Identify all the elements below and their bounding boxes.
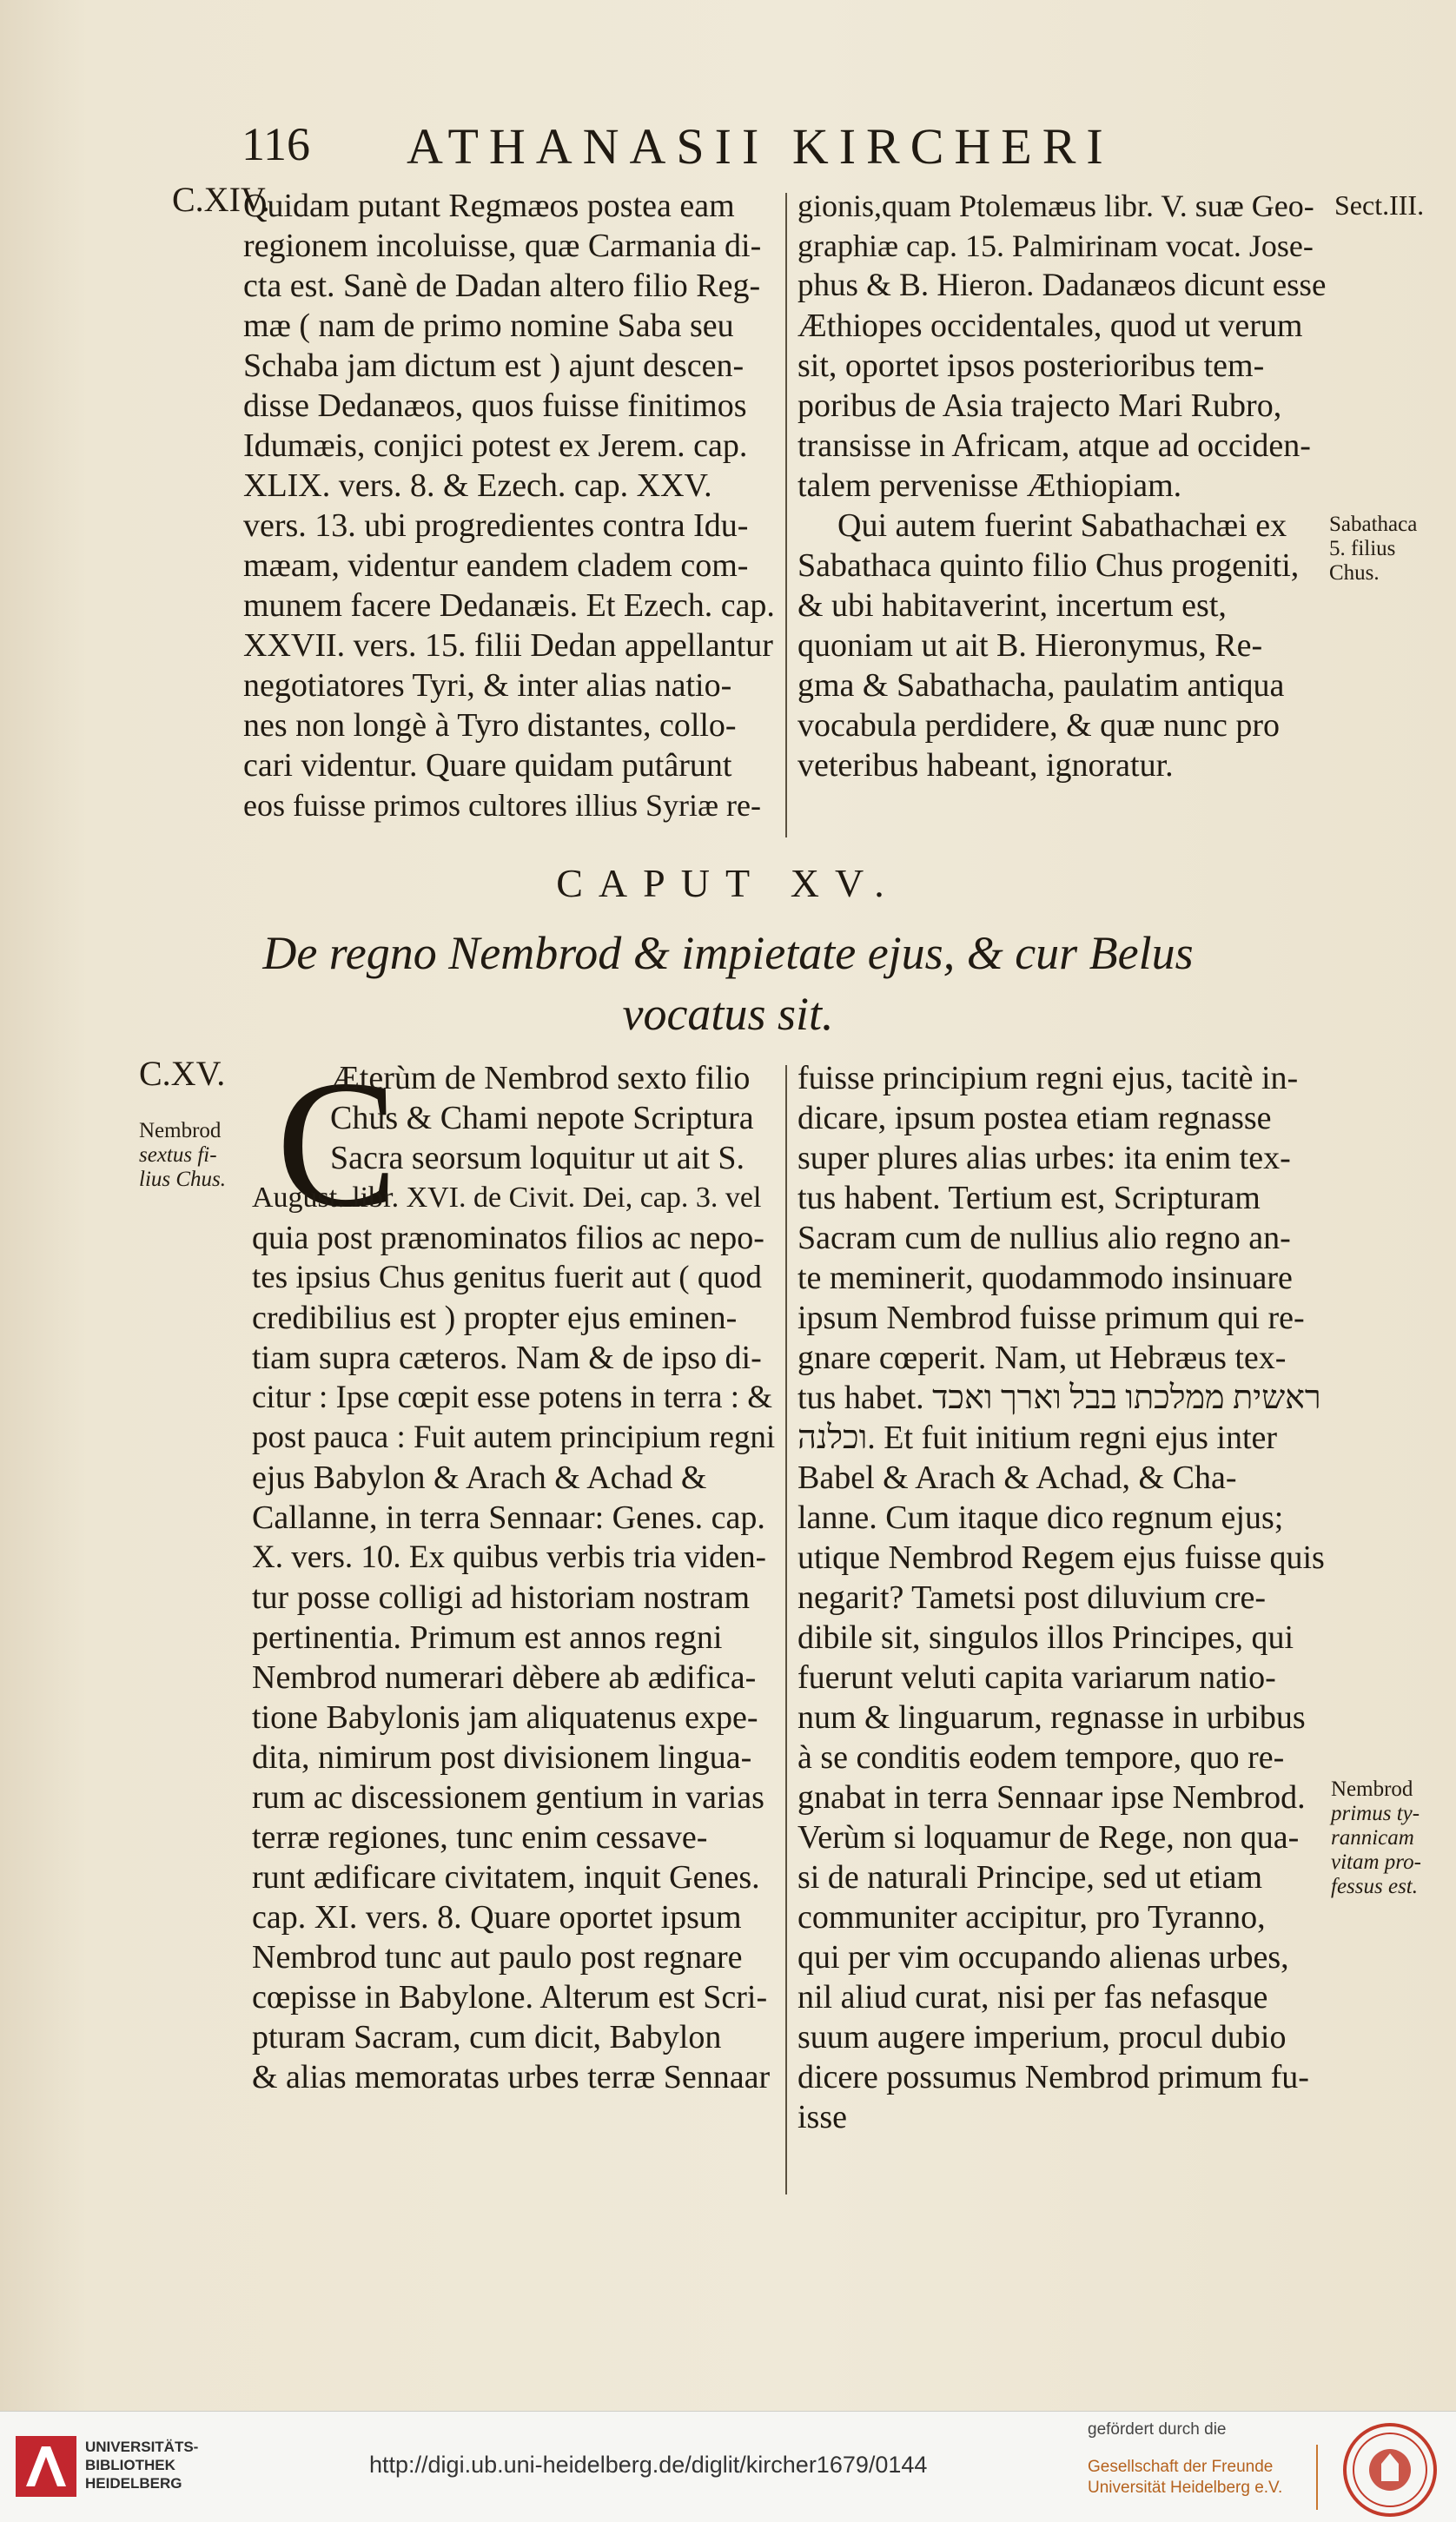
chapter-title-line-2: vocatus sit. (622, 988, 834, 1040)
text-line: & alias memoratas urbes terræ Sennaar (252, 2059, 771, 2095)
text-line: Qui autem fuerint Sabathachæi ex (837, 507, 1287, 544)
page-url-link[interactable]: http://digi.ub.uni-heidelberg.de/diglit/kircher1679/0144 (369, 2452, 928, 2478)
text-line: tiam supra cæteros. Nam & de ipso di- (252, 1340, 762, 1376)
library-name-line: HEIDELBERG (85, 2475, 182, 2492)
caput-heading: CAPUT XV. (556, 861, 900, 905)
text-line: terræ regiones, tunc enim cessave- (252, 1819, 708, 1856)
text-line: disse Dedanæos, quos fuisse finitimos (243, 387, 747, 424)
text-line: Æthiopes occidentales, quod ut verum (797, 308, 1303, 344)
text-line: cta est. Sanè de Dadan altero filio Reg- (243, 268, 761, 304)
text-line: pertinentia. Primum est annos regni (252, 1619, 723, 1656)
text-line: X. vers. 10. Ex quibus verbis tria viden- (252, 1539, 766, 1575)
text-line: negotiatores Tyri, & inter alias natio- (243, 667, 732, 704)
university-library-logo-icon (16, 2436, 76, 2497)
drop-cap: C (276, 1043, 399, 1245)
margin-section-cxv: C.XV. (139, 1054, 226, 1093)
text-line: phus & B. Hieron. Dadanæos dicunt esse (797, 268, 1327, 303)
text-line: communiter accipitur, pro Tyranno, (797, 1899, 1266, 1936)
library-name-line: BIBLIOTHEK (85, 2457, 175, 2473)
page-number: 116 (242, 118, 310, 170)
text-line: & ubi habitaverint, incertum est, (797, 587, 1227, 624)
bottom-left-column (252, 1043, 776, 2097)
bottom-right-column (797, 1058, 1326, 2137)
library-name (85, 2438, 198, 2492)
text-line: Idumæis, conjici potest ex Jerem. cap. (243, 427, 748, 464)
column-divider-bottom (785, 1065, 787, 2194)
text-line: quia post prænominatos filios ac nepo- (252, 1220, 764, 1256)
margin-note-line: Nembrod (1331, 1777, 1413, 1801)
text-line: regionem incoluisse, quæ Carmania di- (243, 228, 762, 264)
margin-note-line: primus ty- (1331, 1802, 1420, 1825)
text-line: Nembrod tunc aut paulo post regnare (252, 1939, 743, 1976)
text-line: super plures alias urbes: ita enim tex- (797, 1140, 1291, 1176)
margin-note-line: lius Chus. (139, 1168, 227, 1191)
text-line: te meminerit, quodammodo insinuare (797, 1260, 1293, 1296)
text-line: Æterùm de Nembrod sexto filio (330, 1060, 751, 1096)
text-line: quoniam ut ait B. Hieronymus, Re- (797, 627, 1263, 664)
text-line: Sacram cum de nullius alio regno an- (797, 1220, 1291, 1256)
text-line: isse (797, 2099, 847, 2135)
text-line: transisse in Africam, atque ad occiden- (797, 427, 1311, 464)
margin-note-line: Chus. (1329, 561, 1380, 585)
text-line: pturam Sacram, cum dicit, Babylon (252, 2019, 722, 2055)
text-line: munem facere Dedanæis. Et Ezech. cap. (243, 587, 775, 624)
text-line: citur : Ipse cœpit esse potens in terra : & (252, 1380, 773, 1415)
text-line: gionis,quam Ptolemæus libr. V. suæ Geo- (797, 189, 1314, 223)
society-name (1088, 2457, 1282, 2499)
text-line: ipsum Nembrod fuisse primum qui re- (797, 1300, 1305, 1336)
society-name-line: Universität Heidelberg e.V. (1088, 2479, 1283, 2497)
text-line: XXVII. vers. 15. filii Dedan appellantur (243, 627, 773, 664)
library-name-line: UNIVERSITÄTS- (85, 2439, 199, 2455)
text-line: gma & Sabathacha, paulatim antiqua (797, 667, 1285, 704)
text-line: Chus & Chami nepote Scriptura (330, 1100, 754, 1136)
text-line: suum augere imperium, procul dubio (797, 2019, 1287, 2055)
top-left-column (243, 186, 775, 825)
text-line: Quidam putant Regmæos postea eam (243, 188, 735, 224)
text-line: sit, oportet ipsos posterioribus tem- (797, 348, 1265, 384)
running-head (242, 117, 1214, 187)
text-line: post pauca : Fuit autem principium regni (252, 1420, 776, 1455)
text-line: qui per vim occupando alienas urbes, (797, 1939, 1289, 1976)
text-line: nes non longè à Tyro distantes, collo- (243, 707, 737, 744)
text-line: cœpisse in Babylone. Alterum est Scri- (252, 1979, 768, 2016)
text-line: vocabula perdidere, & quæ nunc pro (797, 707, 1281, 744)
text-line: credibilius est ) propter ejus eminen- (252, 1300, 738, 1336)
margin-note-nembrod-sextus (139, 1119, 252, 1192)
margin-note-line: rannicam (1331, 1826, 1414, 1850)
text-line: ejus Babylon & Arach & Achad & (252, 1460, 707, 1496)
funded-by-label: gefördert durch die (1088, 2420, 1227, 2439)
text-line: Nembrod numerari dèbere ab ædifica- (252, 1659, 757, 1696)
margin-note-sabathaca (1329, 513, 1451, 586)
text-line: Callanne, in terra Sennaar: Genes. cap. (252, 1499, 765, 1536)
margin-note-line: Nembrod (139, 1119, 222, 1142)
text-line: Sabathaca quinto filio Chus progeniti, (797, 547, 1300, 584)
text-line: num & linguarum, regnasse in urbibus (797, 1699, 1306, 1736)
text-line: utique Nembrod Regem ejus fuisse quis (797, 1539, 1325, 1576)
text-line: nil aliud curat, nisi per fas nefasque (797, 1979, 1268, 2016)
footer-divider (1316, 2445, 1318, 2510)
text-line: tione Babylonis jam aliquatenus expe- (252, 1699, 758, 1736)
text-line: cap. XI. vers. 8. Quare oportet ipsum (252, 1899, 742, 1936)
column-divider-top (785, 193, 787, 837)
text-line: tes ipsius Chus genitus fuerit aut ( quod (252, 1260, 762, 1295)
society-name-line: Gesellschaft der Freunde (1088, 2458, 1274, 2476)
text-line: à se conditis eodem tempore, quo re- (797, 1739, 1285, 1776)
text-line: dita, nimirum post divisionem lingua- (252, 1739, 752, 1776)
margin-note-line: sextus fi- (139, 1143, 217, 1167)
margin-note-line: fessus est. (1331, 1875, 1418, 1898)
text-line: vers. 13. ubi progredientes contra Idu- (243, 507, 749, 544)
text-line: si de naturali Principe, sed ut etiam (797, 1859, 1263, 1896)
margin-sect-iii: Sect.III. (1334, 189, 1425, 221)
text-line: fuerunt veluti capita variarum natio- (797, 1659, 1276, 1696)
top-right-column (797, 186, 1326, 785)
text-line: mæam, videntur eandem cladem com- (243, 547, 749, 584)
text-line: cari videntur. Quare quidam putârunt (243, 747, 732, 784)
margin-section-cxiv: C.XIV. (172, 180, 270, 219)
text-line: gnabat in terra Sennaar ipse Nembrod. (797, 1779, 1306, 1816)
text-line: tus habent. Tertium est, Scripturam (797, 1180, 1261, 1216)
text-line: veteribus habeant, ignoratur. (797, 747, 1174, 784)
text-line: dicere possumus Nembrod primum fu- (797, 2059, 1309, 2095)
text-line: eos fuisse primos cultores illius Syriæ re- (243, 788, 761, 823)
text-line: negarit? Tametsi post diluvium cre- (797, 1579, 1267, 1616)
running-title: ATHANASII KIRCHERI (407, 118, 1114, 175)
chapter-title (0, 923, 1456, 1044)
text-line: tus habet. ראשית ממלכתו בבל וארך ואכד (797, 1380, 1321, 1416)
text-line: וכלנה. Et fuit initium regni ejus inter (797, 1420, 1278, 1456)
text-line: tur posse colligi ad historiam nostram (252, 1579, 751, 1616)
margin-note-nembrod-tyrannus (1331, 1777, 1453, 1899)
text-line: talem pervenisse Æthiopiam. (797, 467, 1182, 504)
margin-note-line: Sabathaca (1329, 513, 1418, 536)
text-line: August. libr. XVI. de Civit. Dei, cap. 3. vel (252, 1182, 762, 1214)
text-line: poribus de Asia trajecto Mari Rubro, (797, 387, 1282, 424)
text-line: runt ædificare civitatem, inquit Genes. (252, 1859, 760, 1896)
margin-note-line: vitam pro- (1331, 1850, 1421, 1874)
text-line: XLIX. vers. 8. & Ezech. cap. XXV. (243, 467, 712, 504)
text-line: rum ac discessionem gentium in varias (252, 1779, 764, 1816)
text-line: lanne. Cum itaque dico regnum ejus; (797, 1499, 1284, 1536)
text-line: dicare, ipsum postea etiam regnasse (797, 1100, 1272, 1136)
digitization-footer (0, 2411, 1456, 2522)
text-line: dibile sit, singulos illos Principes, qui (797, 1619, 1294, 1656)
text-line: Verùm si loquamur de Rege, non qua- (797, 1819, 1300, 1856)
text-line: Schaba jam dictum est ) ajunt descen- (243, 348, 745, 384)
chapter-title-line-1: De regno Nembrod & impietate ejus, & cur Belus (262, 927, 1194, 979)
text-line: graphiæ cap. 15. Palmirinam vocat. Jose- (797, 228, 1314, 263)
society-seal-icon (1342, 2422, 1438, 2518)
text-line: fuisse principium regni ejus, tacitè in- (797, 1060, 1299, 1096)
text-line: Babel & Arach & Achad, & Cha- (797, 1460, 1237, 1496)
text-line: mæ ( nam de primo nomine Saba seu (243, 308, 734, 344)
text-line: gnare cœperit. Nam, ut Hebræus tex- (797, 1340, 1287, 1376)
text-line: Sacra seorsum loquitur ut ait S. (330, 1140, 745, 1176)
margin-note-line: 5. filius (1329, 537, 1396, 560)
